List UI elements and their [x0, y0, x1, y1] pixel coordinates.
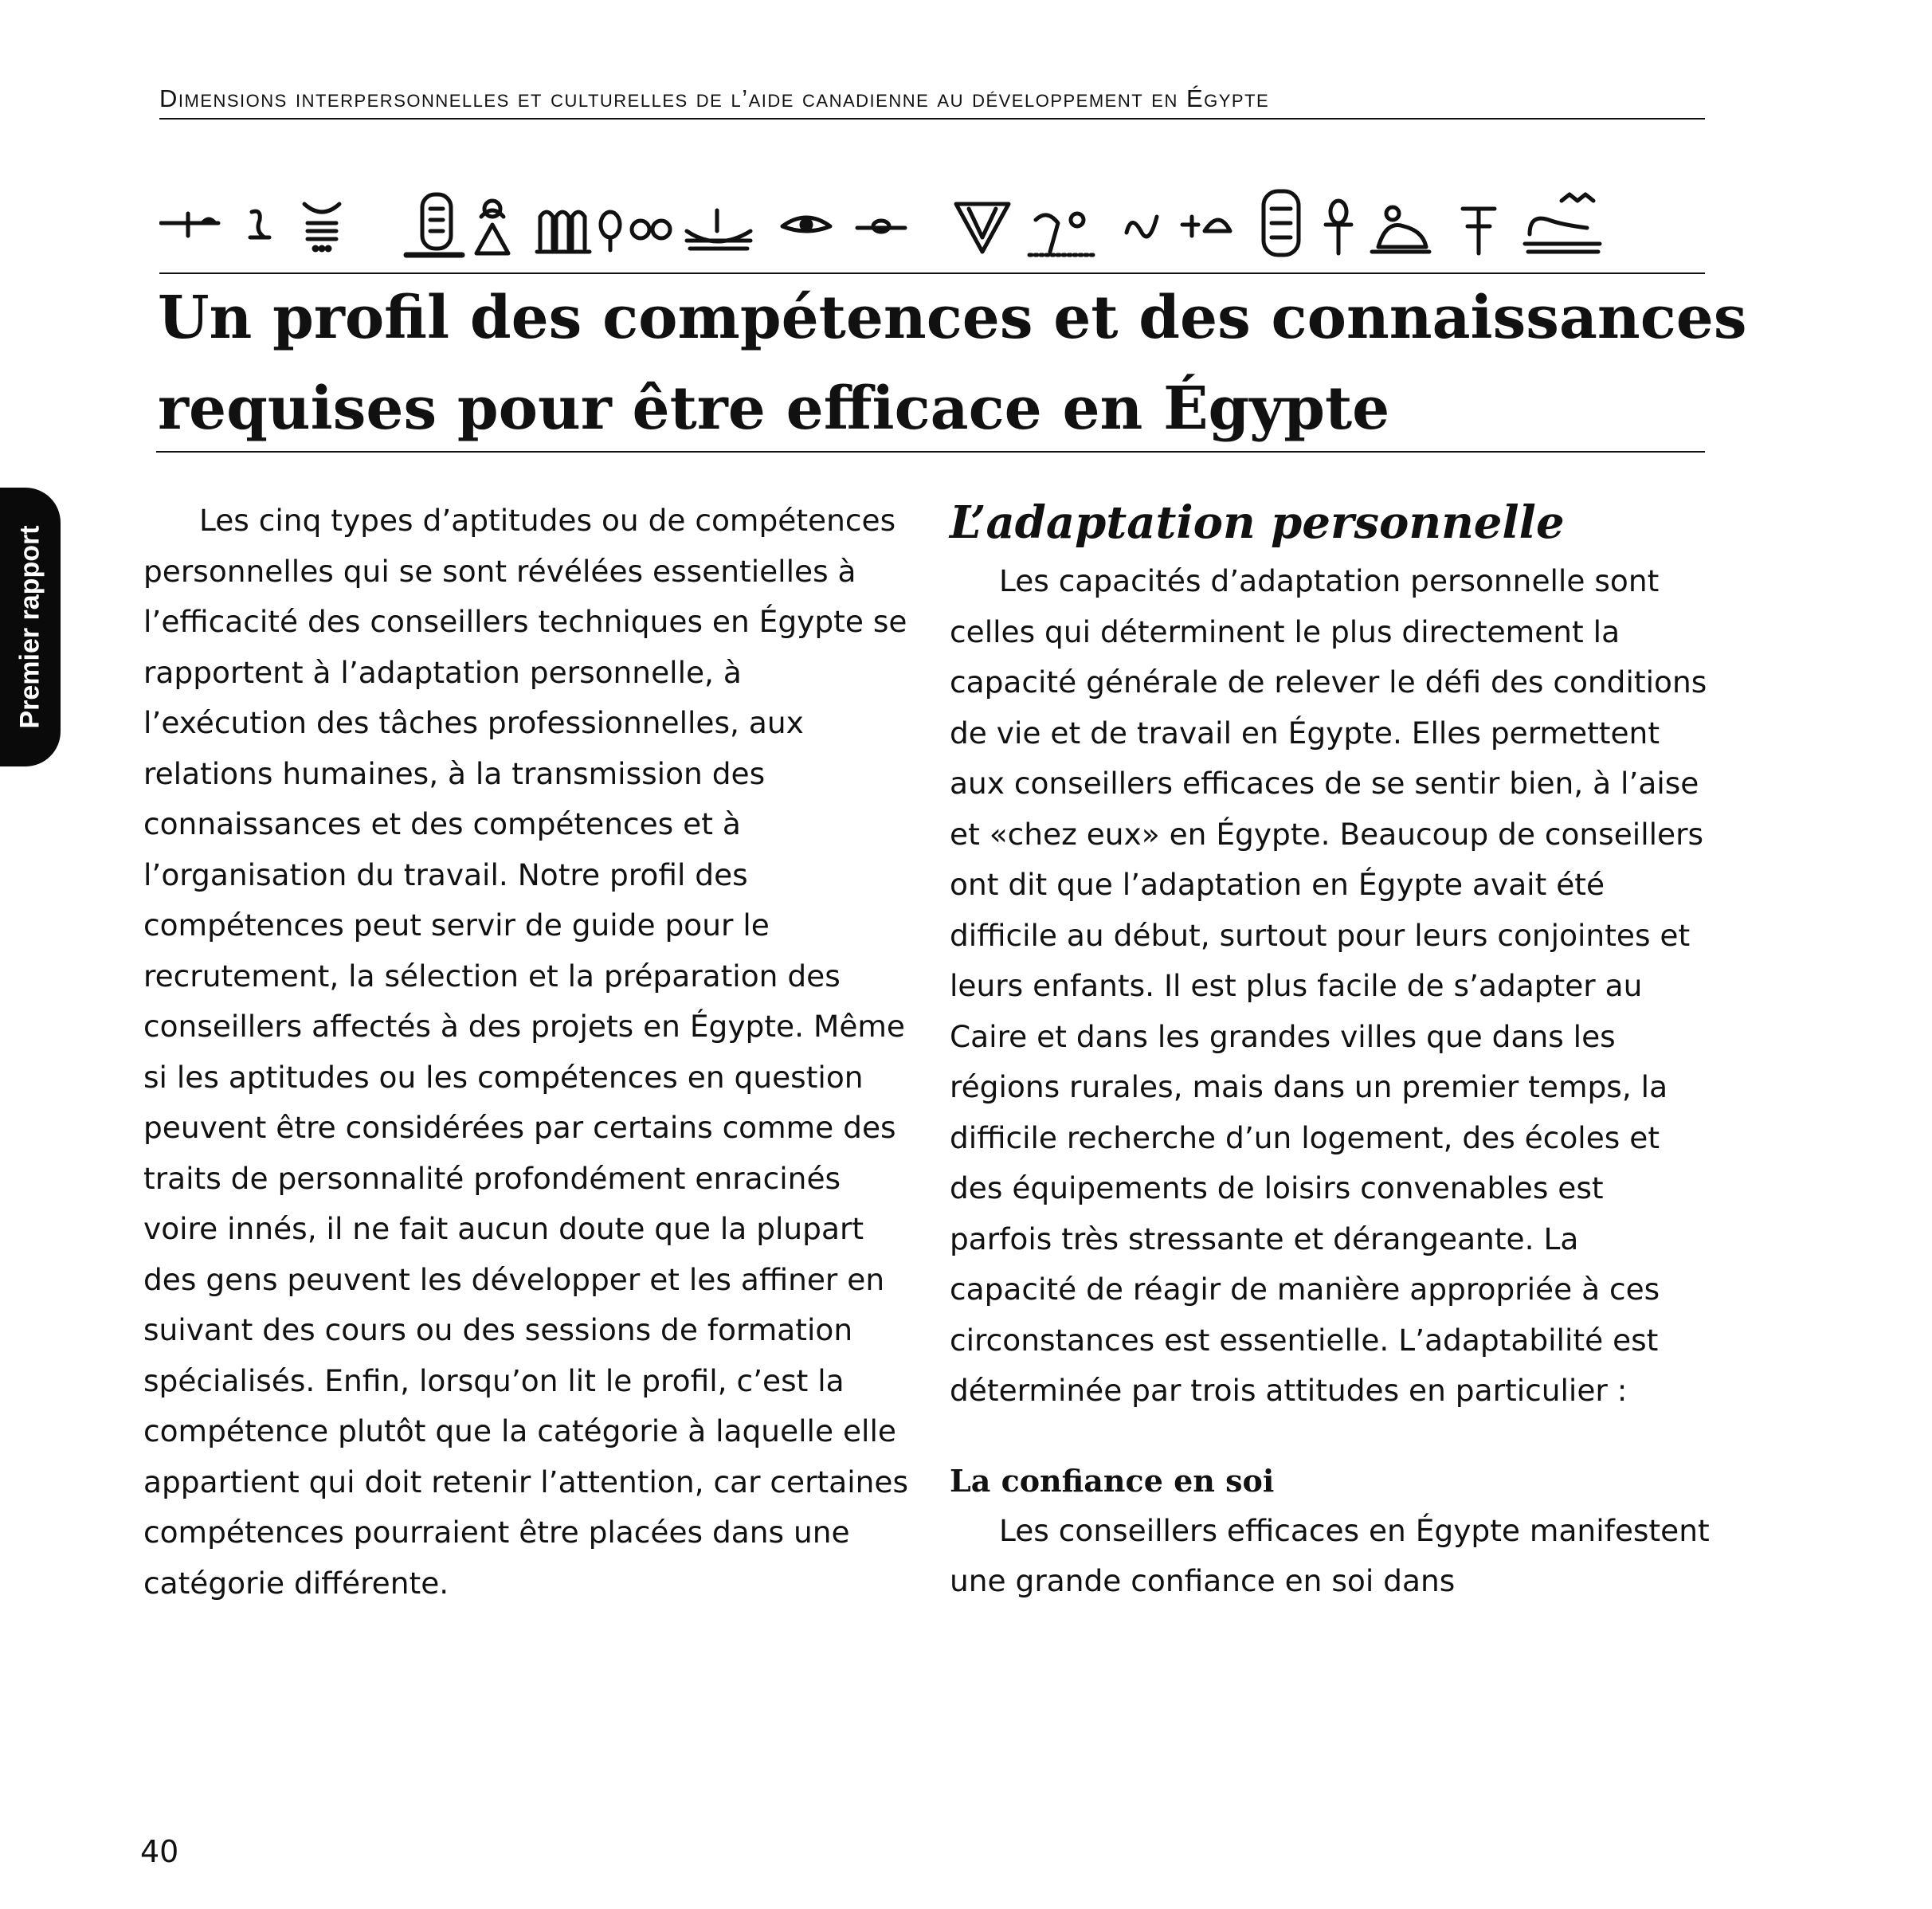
- double-ring-icon: [632, 221, 670, 238]
- lion-icon: [1372, 207, 1429, 252]
- ibis-icon: [1029, 214, 1095, 255]
- scarab-icon: [857, 221, 905, 232]
- boat-icon: [687, 210, 750, 249]
- serpent-icon: [1525, 194, 1600, 252]
- header-rule: [159, 118, 1705, 120]
- right-column: [950, 492, 1715, 1607]
- djed-icon: [1463, 209, 1495, 253]
- title-bottom-rule: [156, 451, 1705, 453]
- ankh-icon: [1326, 201, 1351, 253]
- hieroglyph-band: [159, 185, 1705, 261]
- page-number: 40: [140, 1834, 179, 1869]
- cartouche-icon: [406, 194, 462, 255]
- page-title: [158, 272, 1747, 454]
- reed-float-icon: [161, 214, 218, 236]
- page-title-line-1: Un profil des compétences et des connaissances: [158, 284, 1747, 352]
- running-header: Dimensions interpersonnelles et culturelles de l’aide canadienne au développement en Égypte: [159, 84, 1270, 112]
- eye-icon: [782, 218, 830, 231]
- loop-icon: [601, 212, 620, 250]
- side-tab-label: Premier rapport: [14, 525, 45, 729]
- basket-stack-icon: [304, 204, 339, 250]
- subsection-heading: La confiance en soi: [950, 1462, 1275, 1499]
- page-title-line-2: requises pour être efficace en Égypte: [158, 374, 1390, 443]
- section-paragraph: Les capacités d’adaptation personnelle sont celles qui déterminent le plus directement la capacité générale de relever le défi des conditions de vie et de travail en Égypte. Elles permettent aux conseillers efficaces de se sentir bien, à l’aise et «chez eux» en Égypte. Beaucoup de conseillers ont dit que l’adaptation en Égypte avait été difficile au début, surtout pour leurs conjointes et leurs enfants. Il est plus facile de s’adapter au Caire et dans les grandes villes que dans les régions rurales, mais dans un premier temps, la difficile recherche d’un logement, des écoles et des équipements de loisirs convenables est parfois très stressante et dérangeante. La capacité de réagir de manière appropriée à ces circonstances est essentielle. L’adaptabilité est déterminée par trois attitudes en particulier :: [950, 563, 1707, 1408]
- bird-icon: [1182, 217, 1230, 236]
- section-heading: L’adaptation personnelle: [950, 496, 1565, 549]
- intro-paragraph: Les cinq types d’aptitudes ou de compétences personnelles qui se sont révélées essentielles à l’efficacité des conseillers techniques en Égypte se rapportent à l’adaptation personnelle, à l’exécution des tâches professionnelles, aux relations humaines, à la transmission des connaissances et des compétences et à l’organisation du travail. Notre profil des compétences peut servir de guide pour le recrutement, la sélection et la préparation des conseillers affectés à des projets en Égypte. Même si les aptitudes ou les compétences en question peuvent être considérées par certains comme des traits de personnalité profondément enracinés voire innés, il ne fait aucun doute que la plupart des gens peuvent les développer et les affiner en suivant des cours ou des sessions de formation spécialisés. Enfin, lorsqu’on lit le profil, c’est la compétence plutôt que la catégorie à laquelle elle appartient qui doit retenir l’attention, car certaines compétences pourraient être placées dans une catégorie différente.: [143, 503, 908, 1601]
- subsection-paragraph: Les conseillers efficaces en Égypte manifestent une grande confiance en soi dans: [950, 1512, 1710, 1598]
- lotus-altar-icon: [476, 201, 508, 253]
- section-side-tab: [0, 488, 61, 766]
- triangle-vessel-icon: [956, 204, 1009, 252]
- snake-icon: [250, 211, 269, 237]
- coil-icon: [1127, 217, 1157, 237]
- seated-figures-icon: [537, 212, 590, 252]
- left-column: [143, 496, 908, 1609]
- cartouche-icon: [1264, 191, 1299, 255]
